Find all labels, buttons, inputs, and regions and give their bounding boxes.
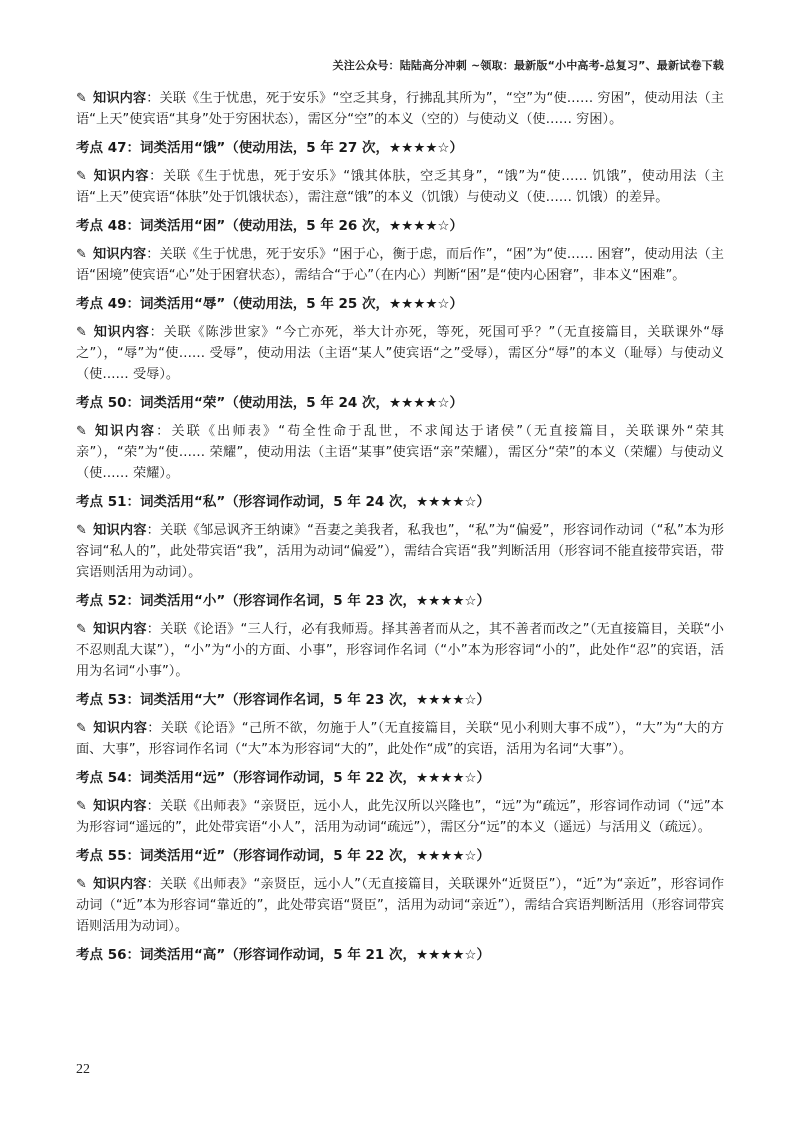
- page-header: 关注公众号：陆陆高分冲刺 ~领取：最新版“小中高考-总复习”、最新试卷下载: [332, 59, 724, 72]
- knowledge-text: ：关联《生于忧患，死于安乐》“困于心，衡于虑，而后作”，“困”为“使…… 困窘”，使动用法（主语“困境”使宾语“心”处于困窘状态），需结合“于心”（在内心）判断“困”是“使内心困窘”，非本义“困难”。: [76, 247, 724, 283]
- pencil-icon: ✎: [76, 523, 87, 538]
- pencil-icon: ✎: [76, 91, 87, 106]
- pencil-icon: ✎: [76, 169, 87, 184]
- exam-point-heading: 考点 50：词类活用“荣”（使动用法，5 年 24 次，★★★★☆）: [76, 395, 464, 411]
- knowledge-label: 知识内容: [92, 622, 147, 637]
- knowledge-paragraph: [76, 520, 724, 583]
- pencil-icon: ✎: [76, 325, 87, 340]
- exam-point-heading: 考点 56：词类活用“高”（形容词作动词，5 年 21 次，★★★★☆）: [76, 947, 491, 963]
- knowledge-paragraph: [76, 88, 724, 130]
- knowledge-paragraph: [76, 874, 724, 937]
- knowledge-paragraph: [76, 718, 724, 760]
- knowledge-label: 知识内容: [92, 325, 150, 340]
- exam-point-heading: 考点 54：词类活用“远”（形容词作动词，5 年 22 次，★★★★☆）: [76, 770, 491, 786]
- exam-point-heading: 考点 51：词类活用“私”（形容词作动词，5 年 24 次，★★★★☆）: [76, 494, 491, 510]
- pencil-icon: ✎: [76, 622, 87, 637]
- knowledge-text: ：关联《论语》“三人行，必有我师焉。择其善者而从之，其不善者而改之”（无直接篇目，关联“小不忍则乱大谋”），“小”为“小的方面、小事”，形容词作名词（“小”本为形容词“小的”，此处作“忍”的宾语，活用为名词“小事”）。: [76, 622, 724, 679]
- pencil-icon: ✎: [76, 721, 87, 736]
- exam-point-heading: 考点 47：词类活用“饿”（使动用法，5 年 27 次，★★★★☆）: [76, 140, 464, 156]
- knowledge-text: ：关联《出师表》“苟全性命于乱世，不求闻达于诸侯”（无直接篇目，关联课外“荣其亲”），“荣”为“使…… 荣耀”，使动用法（主语“某事”使宾语“亲”荣耀），需区分“荣”的本义（荣耀）与使动义（使…… 荣耀）。: [76, 424, 724, 481]
- knowledge-label: 知识内容: [92, 721, 148, 736]
- exam-point-heading: 考点 53：词类活用“大”（形容词作名词，5 年 23 次，★★★★☆）: [76, 692, 491, 708]
- knowledge-text: ：关联《论语》“己所不欲，勿施于人”（无直接篇目，关联“见小利则大事不成”），“大”为“大的方面、大事”，形容词作名词（“大”本为形容词“大的”，此处作“成”的宾语，活用为名词“大事”）。: [76, 721, 724, 757]
- page-number: 22: [76, 1062, 90, 1077]
- knowledge-paragraph: [76, 796, 724, 838]
- knowledge-text: ：关联《陈涉世家》“今亡亦死，举大计亦死，等死，死国可乎？”（无直接篇目，关联课外“辱之”），“辱”为“使…… 受辱”，使动用法（主语“某人”使宾语“之”受辱），需区分“辱”的本义（耻辱）与使动义（使…… 受辱）。: [76, 325, 724, 382]
- knowledge-text: ：关联《邹忌讽齐王纳谏》“吾妻之美我者，私我也”，“私”为“偏爱”，形容词作动词（“私”本为形容词“私人的”，此处带宾语“我”，活用为动词“偏爱”），需结合宾语“我”判断活用（形容词不能直接带宾语，带宾语则活用为动词）。: [76, 523, 724, 580]
- pencil-icon: ✎: [76, 424, 87, 439]
- knowledge-label: 知识内容: [92, 169, 150, 184]
- knowledge-text: ：关联《生于忧患，死于安乐》“饿其体肤，空乏其身”，“饿”为“使…… 饥饿”，使动用法（主语“上天”使宾语“体肤”处于饥饿状态），需注意“饿”的本义（饥饿）与使动义（使…… 饥饿）的差异。: [76, 169, 725, 205]
- knowledge-label: 知识内容: [92, 523, 147, 538]
- pencil-icon: ✎: [76, 247, 87, 262]
- knowledge-paragraph: [76, 421, 724, 484]
- exam-point-heading: 考点 48：词类活用“困”（使动用法，5 年 26 次，★★★★☆）: [76, 218, 464, 234]
- knowledge-paragraph: [76, 244, 724, 286]
- knowledge-text: ：关联《出师表》“亲贤臣，远小人，此先汉所以兴隆也”，“远”为“疏远”，形容词作动词（“远”本为形容词“遥远的”，此处带宾语“小人”，活用为动词“疏远”），需区分“远”的本义（遥远）与活用义（疏远）。: [76, 799, 724, 835]
- knowledge-paragraph: [76, 166, 724, 208]
- exam-point-heading: 考点 49：词类活用“辱”（使动用法，5 年 25 次，★★★★☆）: [76, 296, 464, 312]
- knowledge-text: ：关联《出师表》“亲贤臣，远小人”（无直接篇目，关联课外“近贤臣”），“近”为“亲近”，形容词作动词（“近”本为形容词“靠近的”，此处带宾语“贤臣”，活用为动词“亲近”），需结合宾语判断活用（形容词带宾语则活用为动词）。: [76, 877, 725, 934]
- exam-point-heading: 考点 55：词类活用“近”（形容词作动词，5 年 22 次，★★★★☆）: [76, 848, 491, 864]
- knowledge-label: 知识内容: [92, 877, 147, 892]
- knowledge-text: ：关联《生于忧患，死于安乐》“空乏其身，行拂乱其所为”，“空”为“使…… 穷困”，使动用法（主语“上天”使宾语“其身”处于穷困状态），需区分“空”的本义（空的）与使动义（使…… 穷困）。: [76, 91, 724, 127]
- exam-point-heading: 考点 52：词类活用“小”（形容词作名词，5 年 23 次，★★★★☆）: [76, 593, 491, 609]
- knowledge-label: 知识内容: [92, 799, 147, 814]
- knowledge-label: 知识内容: [92, 91, 147, 106]
- knowledge-paragraph: [76, 322, 724, 385]
- knowledge-label: 知识内容: [92, 247, 147, 262]
- pencil-icon: ✎: [76, 877, 87, 892]
- knowledge-label: 知识内容: [92, 424, 157, 439]
- document-body: [76, 88, 724, 973]
- knowledge-paragraph: [76, 619, 724, 682]
- pencil-icon: ✎: [76, 799, 87, 814]
